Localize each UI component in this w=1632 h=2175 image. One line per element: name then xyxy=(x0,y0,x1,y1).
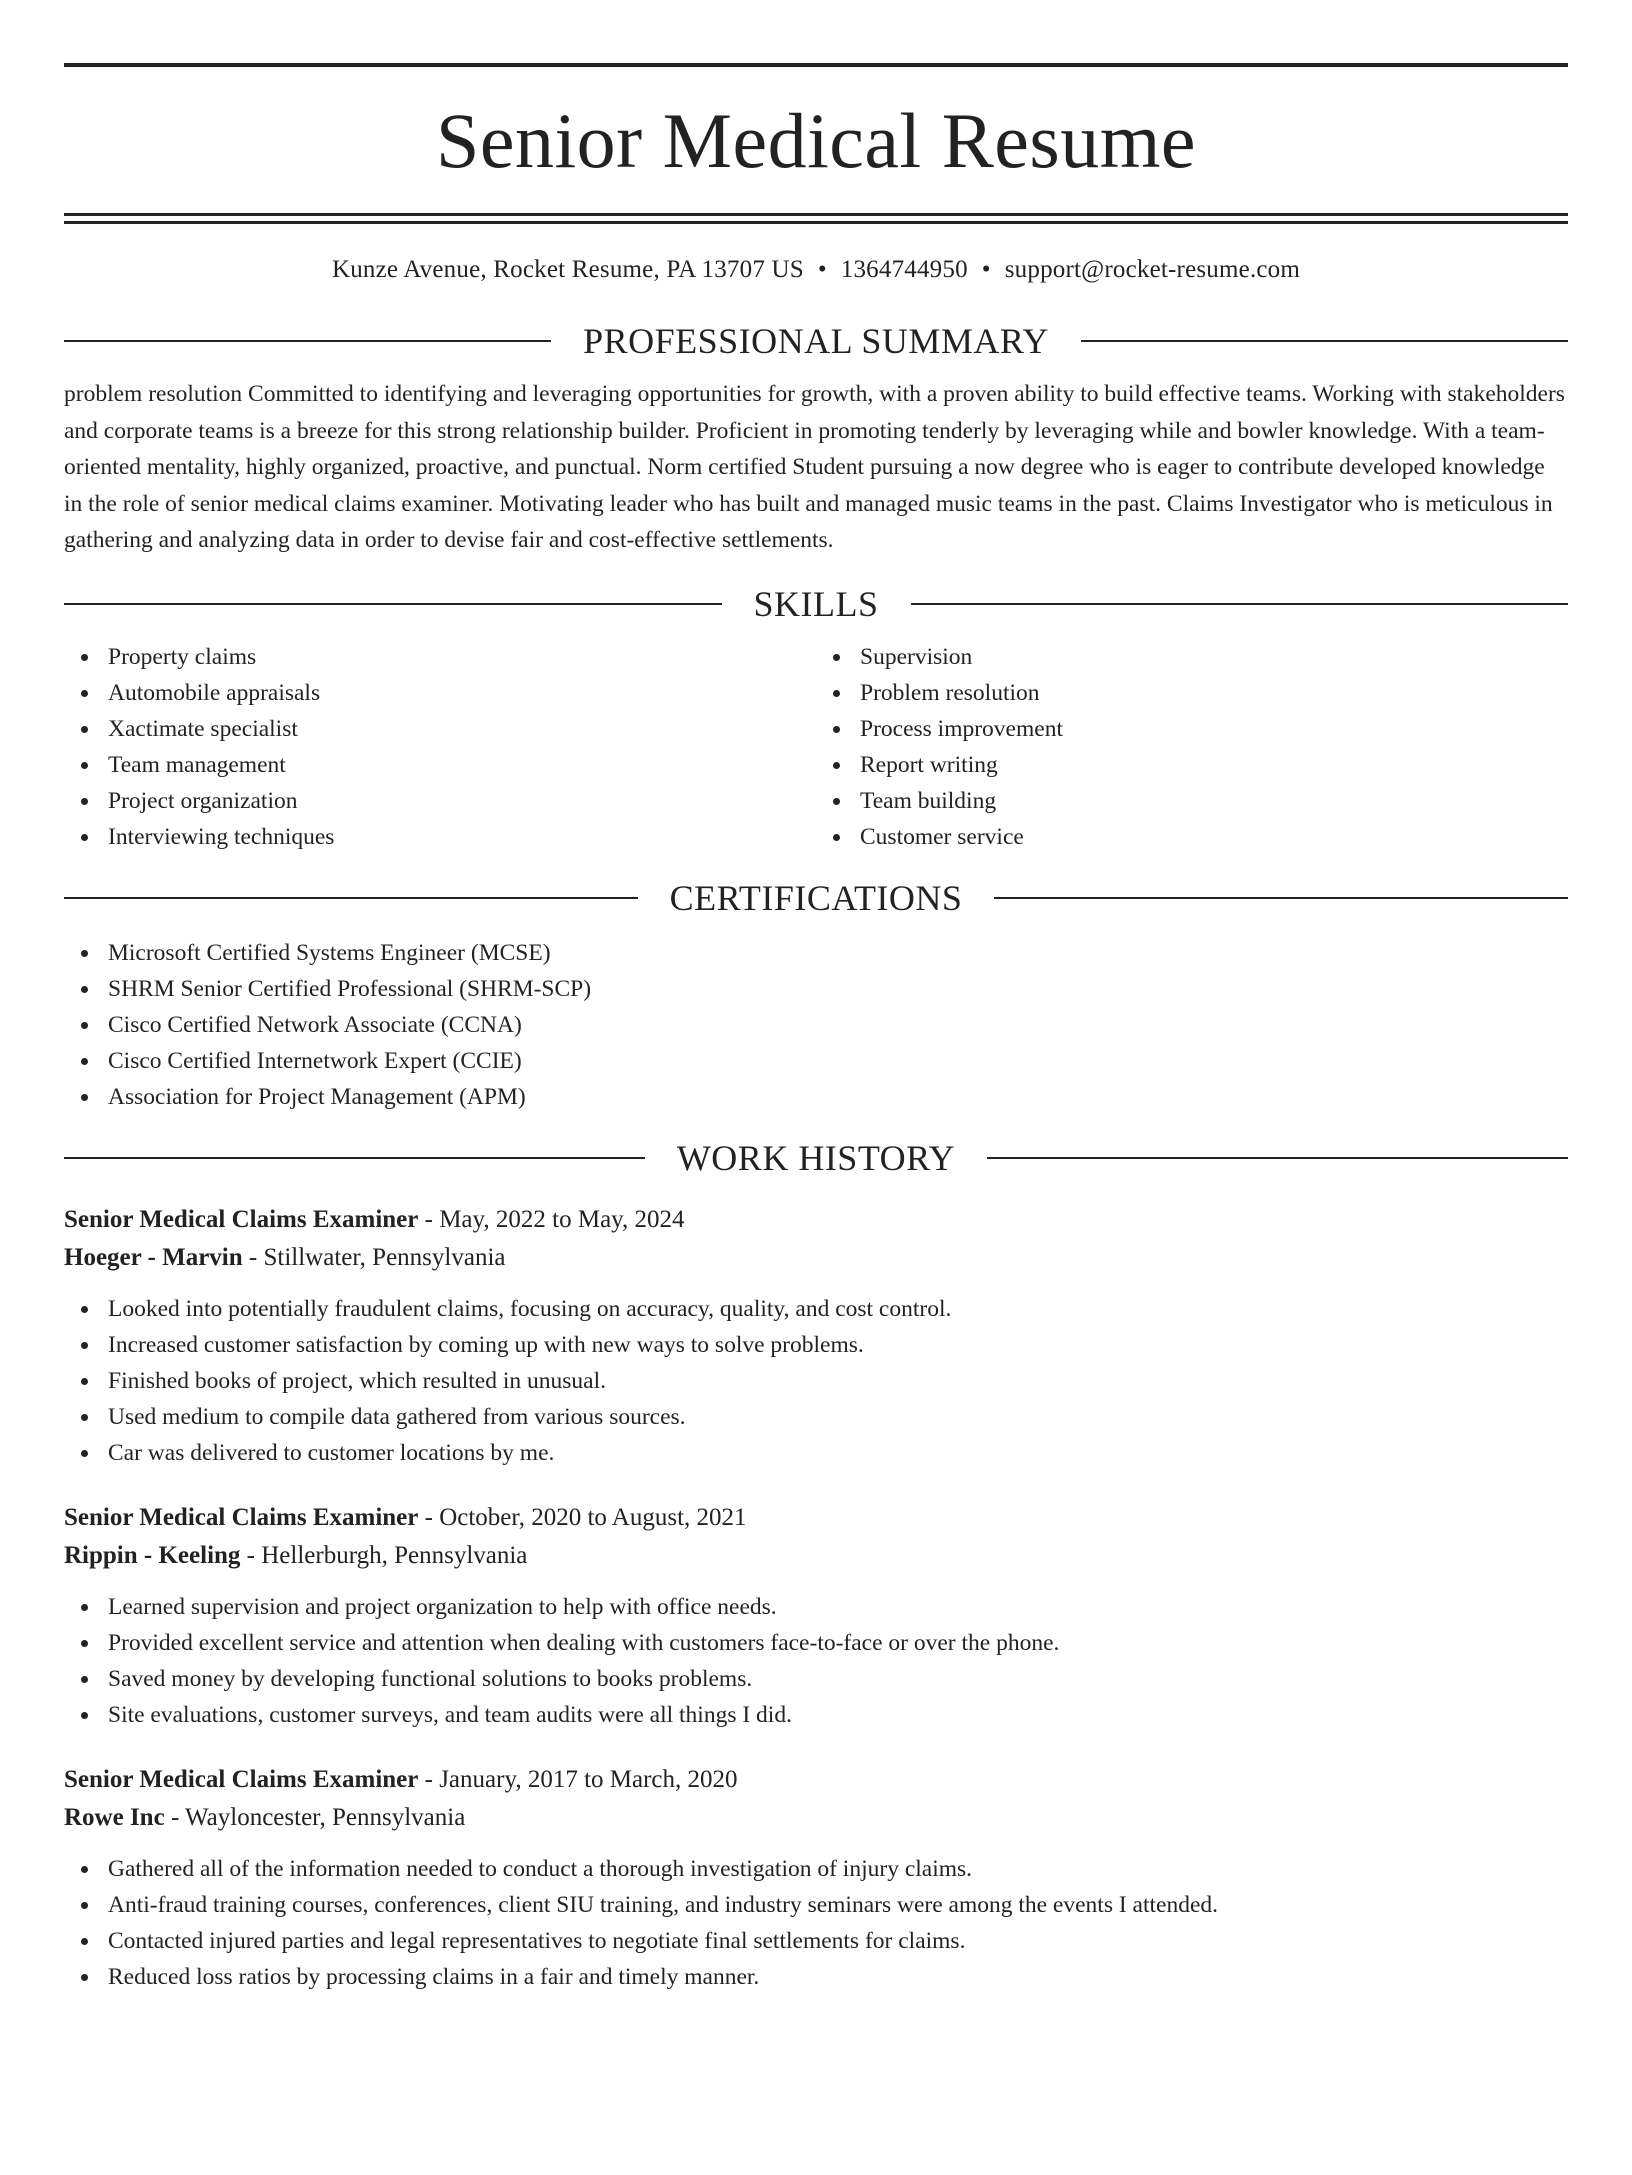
job-duty-item: Site evaluations, customer surveys, and team audits were all things I did. xyxy=(108,1697,1568,1733)
skills-heading-label: SKILLS xyxy=(753,583,879,624)
contact-separator: • xyxy=(981,256,991,283)
skill-item: Automobile appraisals xyxy=(108,675,816,711)
job-duty-item: Saved money by developing functional solutions to books problems. xyxy=(108,1661,1568,1697)
contact-address: Kunze Avenue, Rocket Resume, PA 13707 US xyxy=(331,256,804,283)
job-role: Senior Medical Claims Examiner xyxy=(64,1765,419,1793)
summary-section-heading xyxy=(64,318,1568,364)
skills-column-left xyxy=(64,639,816,855)
skills-grid xyxy=(64,639,1568,855)
heading-rule xyxy=(911,603,1569,605)
job-duty-item: Gathered all of the information needed to conduct a thorough investigation of injury claims. xyxy=(108,1851,1568,1887)
skill-item: Xactimate specialist xyxy=(108,711,816,747)
job-location: - Wayloncester, Pennsylvania xyxy=(164,1803,466,1831)
job-company: Hoeger - Marvin xyxy=(64,1243,243,1271)
skills-column-right xyxy=(816,639,1568,855)
skill-item: Team building xyxy=(860,783,1568,819)
skill-item: Supervision xyxy=(860,639,1568,675)
certification-item: Microsoft Certified Systems Engineer (MCSE) xyxy=(108,935,1568,971)
job-duty-item: Provided excellent service and attention when dealing with customers face-to-face or over the phone. xyxy=(108,1625,1568,1661)
skills-list-right xyxy=(816,639,1568,855)
job-title-line xyxy=(64,1201,1568,1239)
job-duties-list xyxy=(64,1851,1568,1995)
contact-phone: 1364744950 xyxy=(840,256,968,283)
certifications-heading-label: CERTIFICATIONS xyxy=(669,877,963,918)
job-duty-item: Learned supervision and project organization to help with office needs. xyxy=(108,1589,1568,1625)
skill-item: Team management xyxy=(108,747,816,783)
summary-text: problem resolution Committed to identifying and leveraging opportunities for growth, with a proven ability to build effective teams. Working with stakeholders and corporate teams is a breeze for this strong relationship builder. Proficient in promoting tenderly by leveraging while and bowler knowledge. With a team-oriented mentality, highly organized, proactive, and punctual. Norm certified Student pursuing a now degree who is eager to contribute developed knowledge in the role of senior medical claims examiner. Motivating leader who has built and managed music teams in the past. Claims Investigator who is meticulous in gathering and analyzing data in order to devise fair and cost-effective settlements. xyxy=(64,381,1565,553)
heading-rule xyxy=(64,603,722,605)
job-dates: - January, 2017 to March, 2020 xyxy=(418,1765,738,1793)
heading-rule xyxy=(987,1157,1568,1159)
certification-item: Cisco Certified Internetwork Expert (CCIE) xyxy=(108,1043,1568,1079)
job-duties-list xyxy=(64,1589,1568,1733)
skill-item: Property claims xyxy=(108,639,816,675)
job-location: - Stillwater, Pennsylvania xyxy=(242,1243,506,1271)
job-duty-item: Finished books of project, which resulted in unusual. xyxy=(108,1363,1568,1399)
skill-item: Customer service xyxy=(860,819,1568,855)
skills-section-heading xyxy=(64,581,1568,627)
job-duty-item: Anti-fraud training courses, conferences, client SIU training, and industry seminars were among the events I attended. xyxy=(108,1887,1568,1923)
job-duty-item: Increased customer satisfaction by coming up with new ways to solve problems. xyxy=(108,1327,1568,1363)
skills-list-left xyxy=(64,639,816,855)
job-dates: - October, 2020 to August, 2021 xyxy=(418,1503,747,1531)
contact-email: support@rocket-resume.com xyxy=(1004,256,1301,283)
heading-rule xyxy=(1081,340,1568,342)
job-duty-item: Reduced loss ratios by processing claims in a fair and timely manner. xyxy=(108,1959,1568,1995)
job-duties-list xyxy=(64,1291,1568,1471)
job-role: Senior Medical Claims Examiner xyxy=(64,1503,419,1531)
job-duty-item: Contacted injured parties and legal representatives to negotiate final settlements for claims. xyxy=(108,1923,1568,1959)
job-role: Senior Medical Claims Examiner xyxy=(64,1205,419,1233)
resume-page xyxy=(0,63,1632,2175)
contact-separator: • xyxy=(817,256,827,283)
heading-rule xyxy=(64,1157,645,1159)
job-entry xyxy=(64,1201,1568,1471)
heading-rule xyxy=(64,897,638,899)
certification-item: SHRM Senior Certified Professional (SHRM-SCP) xyxy=(108,971,1568,1007)
summary-heading-label: PROFESSIONAL SUMMARY xyxy=(583,321,1049,361)
job-company: Rippin - Keeling xyxy=(64,1541,241,1569)
job-title-line xyxy=(64,1761,1568,1799)
skill-item: Problem resolution xyxy=(860,675,1568,711)
resume-title: Senior Medical Resume xyxy=(436,97,1196,184)
work-section-heading xyxy=(64,1135,1568,1181)
job-title-line xyxy=(64,1499,1568,1537)
job-dates: - May, 2022 to May, 2024 xyxy=(418,1205,685,1233)
heading-rule xyxy=(994,897,1568,899)
work-heading-label: WORK HISTORY xyxy=(676,1137,956,1178)
job-entry xyxy=(64,1499,1568,1733)
job-duty-item: Looked into potentially fraudulent claims, focusing on accuracy, quality, and cost control. xyxy=(108,1291,1568,1327)
job-entry xyxy=(64,1761,1568,1995)
job-company: Rowe Inc xyxy=(64,1803,165,1831)
job-location: - Hellerburgh, Pennsylvania xyxy=(240,1541,528,1569)
job-company-line xyxy=(64,1799,1568,1837)
skill-item: Process improvement xyxy=(860,711,1568,747)
title-double-rule xyxy=(64,213,1568,224)
certification-item: Cisco Certified Network Associate (CCNA) xyxy=(108,1007,1568,1043)
heading-rule xyxy=(64,340,551,342)
job-company-line xyxy=(64,1239,1568,1277)
skill-item: Project organization xyxy=(108,783,816,819)
skill-item: Report writing xyxy=(860,747,1568,783)
contact-line xyxy=(64,252,1568,288)
certification-item: Association for Project Management (APM) xyxy=(108,1079,1568,1115)
job-duty-item: Used medium to compile data gathered from various sources. xyxy=(108,1399,1568,1435)
top-rule xyxy=(64,63,1568,67)
skill-item: Interviewing techniques xyxy=(108,819,816,855)
certifications-list xyxy=(64,935,1568,1115)
certifications-section-heading xyxy=(64,875,1568,921)
job-company-line xyxy=(64,1537,1568,1575)
job-duty-item: Car was delivered to customer locations by me. xyxy=(108,1435,1568,1471)
